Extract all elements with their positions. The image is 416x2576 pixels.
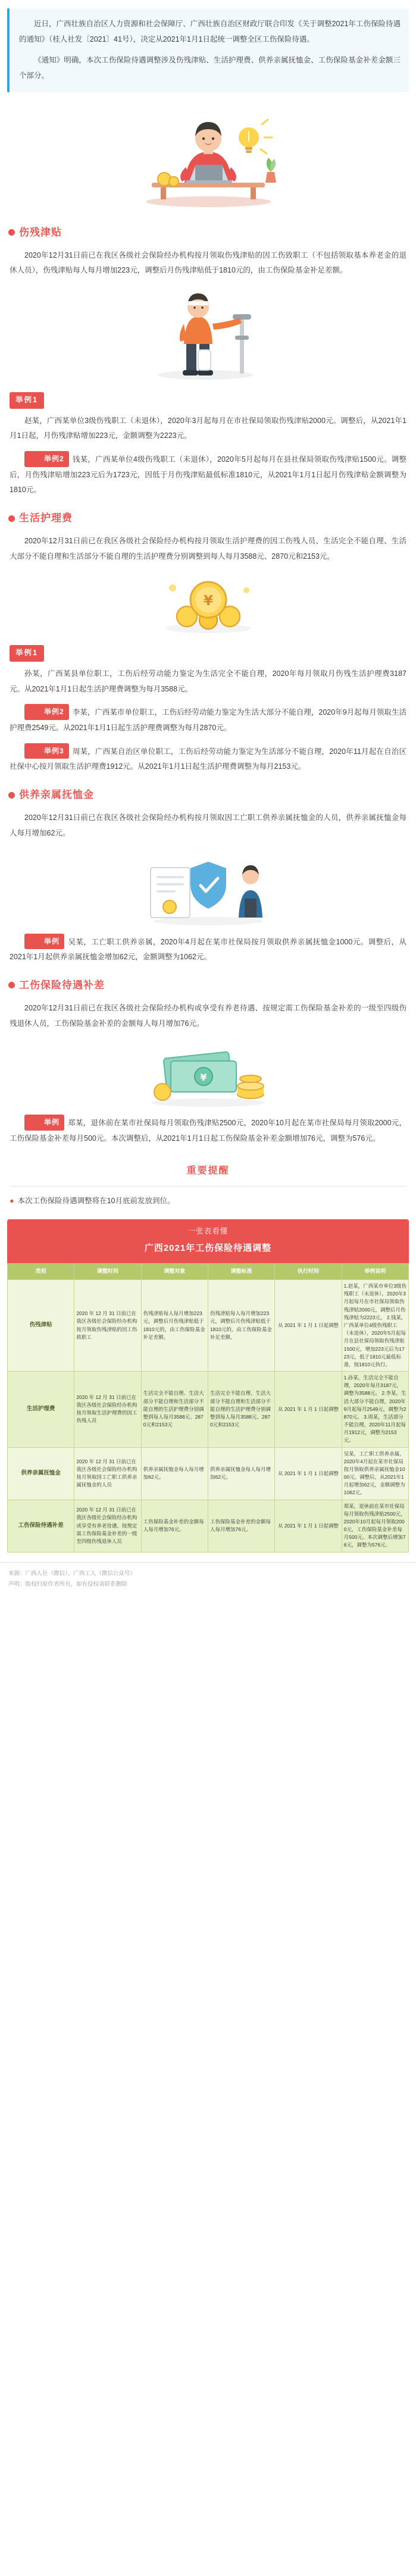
example-text-1: 孙某，广西某县单位职工，工伤后经劳动能力鉴定为生活完全不能自理，2020年每月领取月伤残生活护理费3187元。从2021年1月1日起生活护理费调整为每月3588元。 <box>10 669 406 693</box>
example-1-body: 郑某，退休前在某市社保局每月领取伤残津贴2500元，2020年10月起在某市社保局每月领取2000元，工伤保险基金补差每月500元。本次调整后，从2021年1月1日起工伤保险基金补差金额增加76元，调整为576元。 <box>10 1119 406 1143</box>
cell-time: 从 2021 年 1 月 1 日起调整 <box>275 1500 342 1552</box>
example-text-2 <box>10 451 406 498</box>
table-row <box>8 1447 409 1500</box>
banknotes-coins-icon <box>134 1037 283 1109</box>
cell-object: 生活完全不能自理、生活大部分不能自理和生活部分不能自理的生活护理费分别调整到每人每月3588元、2870元和2153元 <box>141 1372 208 1448</box>
cell-standard: 工伤保险基金补差的金额每人每月增加76元。 <box>208 1500 274 1552</box>
example-label-2: 举例2 <box>24 704 69 720</box>
cell-example: 1.孙某，生活完全不能自理，2020年每月3187元，调整为3588元。 2.李某，生活大部分不能自理，2020年9月起每月2549元，调整为2870元。 3.周某，生活部分不能自理，2020年11月起每月1912元，调整为2153元。 <box>342 1372 408 1448</box>
cell-time: 从 2021 年 1 月 1 日起调整 <box>275 1447 342 1500</box>
section-body-nursing-fee: 2020年12月31日前已在我区各级社会保险经办机构按月领取生活护理费的因工伤残人员、生活完全不能自理、生活大部分不能自理和生活部分不能自理的生活护理费分别调整到每人每月3588元、2870元和2153元。 <box>10 537 406 561</box>
th-object: 调整对象 <box>141 1264 208 1280</box>
example-text-3 <box>10 743 406 775</box>
illustration-coins <box>0 570 416 636</box>
example-3-body: 周某，广西某自治区单位职工，工伤后经劳动能力鉴定为生活部分不能自理，2020年11月起在自治区社保中心按月领取生活护理费1912元。从2021年1月1日起生活护理费调整为每月2153元。 <box>10 747 406 771</box>
hero-illustration <box>0 99 416 212</box>
table-row <box>8 1280 409 1372</box>
footer-disclaimer: 声明：版权归原作者所有，如有侵权请联系删除 <box>8 1580 127 1588</box>
cell-object: 工伤保险基金补差的金额每人每月增加76元。 <box>141 1500 208 1552</box>
example-label-2: 举例2 <box>24 451 69 467</box>
example-text-2 <box>10 704 406 735</box>
example-label-1: 举例 <box>24 1115 64 1131</box>
cell-date: 2020 年 12 月 31 日前已在我区各级社会保险经办机构按月领取生活护理费的因工伤残人员 <box>74 1372 141 1448</box>
example-text-1: 赵某，广西某单位3级伤残职工（未退休），2020年3月起每月在市社保局领取伤残津贴2000元。调整后，从2021年1月1日起，月伤残津贴增加223元，金额调整为2223元。 <box>10 416 406 440</box>
section-heading-disability-allowance <box>8 223 416 242</box>
cell-date: 2020 年 12 月 31 日前已在我区各级社会保险经办机构按月领取伤残津贴的因工伤致职工 <box>74 1280 141 1372</box>
important-notice-heading <box>0 1162 416 1182</box>
bullet-dot-icon <box>8 982 15 988</box>
example-text-1 <box>10 1115 406 1146</box>
intro-paragraph-1: 近日，广西壮族自治区人力资源和社会保障厅、广西壮族自治区财政厅联合印发《关于调整2021年工伤保险待遇的通知》（桂人社发〔2021〕41号），决定从2021年1月1日起统一调整全区工伤保险待遇。 <box>19 20 401 43</box>
gold-coins-icon <box>149 570 268 636</box>
section-body-fund-subsidy: 2020年12月31日前已在我区各级社会保险经办机构或享受有养老待遇、按规定需工伤保险基金补差的一级至四级伤残退休人员，工伤保险基金补差的金额每人每月增加76元。 <box>10 1004 406 1028</box>
cell-object: 伤残津贴每人每月增加223元，调整后月伤残津贴低于1810元的，由工伤保险基金补足差额。 <box>141 1280 208 1372</box>
section-title: 伤残津贴 <box>19 226 62 238</box>
example-text-1 <box>10 934 406 965</box>
example-label-3: 举例3 <box>24 743 69 759</box>
cell-category: 伤残津贴 <box>8 1280 74 1372</box>
cell-category: 供养亲属抚恤金 <box>8 1447 74 1500</box>
person-at-laptop-icon <box>119 101 298 211</box>
cell-object: 供养亲属抚恤金每人每月增加62元。 <box>141 1447 208 1500</box>
table-banner-line2: 广西2021年工伤保险待遇调整 <box>144 1242 272 1253</box>
example-label-1: 举例 <box>24 934 64 950</box>
section-heading-dependents-pension <box>8 785 416 805</box>
cell-example: 吴某，工亡职工供养亲属，2020年4月起在某市社保局按月领取供养亲属抚恤金1000元。调整后，从2021年1月起增加62元，金额调整为1062元。 <box>342 1447 408 1500</box>
example-1-body: 吴某，工亡职工供养亲属，2020年4月起在某市社保局按月领取供养亲属抚恤金1000元。调整后，从2021年1月起供养亲属抚恤金增加62元，金额调整为1062元。 <box>10 937 406 962</box>
important-notice-text: 本次工伤保险待遇调整将在10月底前发放到位。 <box>17 1196 175 1205</box>
table-row <box>8 1372 409 1448</box>
section-title: 工伤保险待遇补差 <box>19 979 105 991</box>
illustration-injured-worker <box>0 284 416 383</box>
cell-example: 郑某，退休前在某市社保局每月领取伤残津贴2500元，2020年10月起每月领取2000元，工伤保险基金补差每月500元。本次调整后增加76元，调整为576元。 <box>342 1500 408 1552</box>
divider <box>10 1186 406 1187</box>
bullet-dot-icon <box>8 229 15 236</box>
cell-time: 从 2021 年 1 月 1 日起调整 <box>275 1280 342 1372</box>
example-label-1: 举例1 <box>10 392 44 409</box>
cell-date: 2020 年 12 月 31 日前已在我区各级社会保险经办机构按月领取因工亡职工供养亲属抚恤金的人员 <box>74 1447 141 1500</box>
table-row <box>8 1500 409 1552</box>
injured-worker-crutch-icon <box>140 284 277 383</box>
shield-family-icon <box>134 847 283 928</box>
section-heading-nursing-fee <box>8 509 416 528</box>
table-banner <box>7 1219 409 1263</box>
example-2-body: 钱某，广西某单位4级伤残职工（未退休），2020年5月起每月在县社保局领取伤残津贴1500元。调整后，月伤残津贴增加223元后为1723元，因低于月伤残津贴最低标准1810元，从2021年1月1日起月伤残津贴金额调整为1810元。 <box>10 455 406 494</box>
bullet-icon: ● <box>10 1196 14 1205</box>
example-2-body: 李某，广西某市单位职工，工伤后经劳动能力鉴定为生活大部分不能自理，2020年9月起每月领取生活护理费2549元。从2021年1月1日起生活护理费调整为每月2870元。 <box>10 708 406 733</box>
intro-block <box>7 8 409 92</box>
cell-example: 1.赵某，广西某市单位3级伤残职工（未退休），2020年3月起每月在市社保局领取伤残津贴2000元，调整后月伤残津贴为2223元。 2.钱某，广西某单位4级伤残职工（未退休），2020年5月起每月在县社保局领取伤残津贴1500元，增加223元后为1723元，低于1810元最低标准，按1810元执行。 <box>342 1280 408 1372</box>
section-title: 生活护理费 <box>19 512 73 524</box>
section-body-disability-allowance: 2020年12月31日前已在我区各级社会保险经办机构按月领取伤残津贴的因工伤致职工（不包括领取基本养老金的退休人员），伤残津贴每人每月增加223元，调整后月伤残津贴低于1810元的，由工伤保险基金补足差额。 <box>10 251 406 275</box>
table-header-row <box>8 1264 409 1280</box>
example-label-1: 举例1 <box>10 645 44 662</box>
section-title: 供养亲属抚恤金 <box>19 788 94 800</box>
footer-source: 来源：广西人社（微信）、广西工人（微信公众号） <box>8 1570 136 1577</box>
table-banner-line1: 一张表看懂 <box>187 1226 229 1235</box>
svg-text:¥: ¥ <box>199 1072 207 1084</box>
cell-standard: 供养亲属抚恤金每人每月增加62元。 <box>208 1447 274 1500</box>
svg-text:¥: ¥ <box>203 593 213 609</box>
cell-date: 2020 年 12 月 31 日前已在我区各级社会保险经办机构或享受有养老待遇、按规定需工伤保险基金补差的一级至四级伤残退休人员 <box>74 1500 141 1552</box>
important-notice-item <box>10 1194 406 1209</box>
cell-category: 生活护理费 <box>8 1372 74 1448</box>
section-body-dependents-pension: 2020年12月31日前已在我区各级社会保险经办机构按月领取因工亡职工供养亲属抚恤金的人员，供养亲属抚恤金每人每月增加62元。 <box>10 813 406 837</box>
cell-category: 工伤保险待遇补差 <box>8 1500 74 1552</box>
important-notice-title: 重要提醒 <box>186 1165 230 1176</box>
cell-standard: 生活完全不能自理、生活大部分不能自理和生活部分不能自理的生活护理费分别调整到每人每月3588元、2870元和2153元 <box>208 1372 274 1448</box>
bullet-dot-icon <box>8 515 15 522</box>
cell-time: 从 2021 年 1 月 1 日起调整 <box>275 1372 342 1448</box>
illustration-money <box>0 1037 416 1109</box>
bullet-dot-icon <box>8 792 15 799</box>
th-example: 举例说明 <box>342 1264 408 1280</box>
th-standard: 调整标准 <box>208 1264 274 1280</box>
section-heading-fund-subsidy <box>8 976 416 995</box>
th-time: 执行时间 <box>275 1264 342 1280</box>
th-date: 调整时间 <box>74 1264 141 1280</box>
adjustment-table <box>7 1263 409 1552</box>
cell-standard: 伤残津贴每人每月增加223元，调整后月伤残津贴低于1810元的，由工伤保险基金补足差额。 <box>208 1280 274 1372</box>
illustration-shield-protection <box>0 847 416 928</box>
footer <box>0 1562 416 1601</box>
intro-paragraph-2: 《通知》明确，本次工伤保险待遇调整涉及伤残津贴、生活护理费、供养亲属抚恤金、工伤保险基金补差金额三个部分。 <box>19 56 401 80</box>
th-category: 类别 <box>8 1264 74 1280</box>
